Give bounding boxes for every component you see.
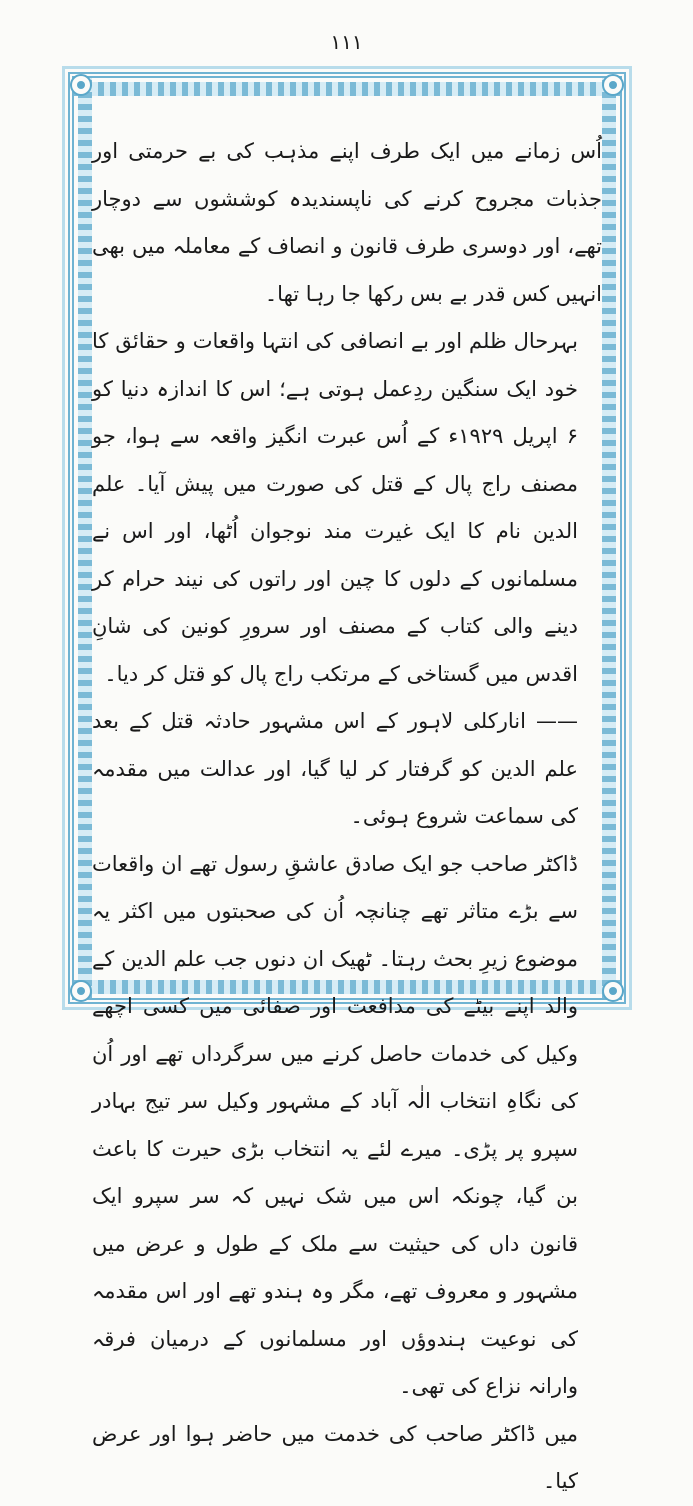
corner-ornament-icon bbox=[70, 980, 92, 1002]
paragraph-5: میں ڈاکٹر صاحب کی خدمت میں حاضر ہوا اور عرض کیا۔ bbox=[92, 1421, 578, 1493]
corner-ornament-icon bbox=[602, 74, 624, 96]
paragraph-1: اُس زمانے میں ایک طرف اپنے مذہب کی بے حرمتی اور جذبات مجروح کرنے کی ناپسندیدہ کوششوں سے دوچار تھے، اور دوسری طرف قانون و انصاف کے معاملہ میں بھی انہیں کس قدر بے بس رکھا جا رہا تھا۔ bbox=[92, 139, 602, 306]
page-number: ۱۱۱ bbox=[330, 30, 363, 54]
border-band-right bbox=[602, 78, 616, 998]
paragraph-4: ڈاکٹر صاحب جو ایک صادق عاشقِ رسول تھے ان واقعات سے بڑے متاثر تھے چنانچہ اُن کی صحبتوں میں اکثر یہ موضوع زیرِ بحث رہتا۔ ٹھیک ان دنوں جب علم الدین کے والد اپنے بیٹے کی مدافعت اور صفائی میں کسی اچھے وکیل کی خدمات حاصل کرنے میں سرگرداں تھے اور اُن کی نگاہِ انتخاب الٰہ آباد کے مشہور وکیل سر تیج بہادر سپرو پر پڑی۔ میرے لئے یہ انتخاب بڑی حیرت کا باعث بن گیا، چونکہ اس میں شک نہیں کہ سر سپرو ایک قانون داں کی حیثیت سے ملک کے طول و عرض میں مشہور و معروف تھے، مگر وہ ہندو تھے اور اس مقدمہ کی نوعیت ہندوؤں اور مسلمانوں کے درمیان فرقہ وارانہ نزاع کی تھی۔ bbox=[92, 851, 578, 1398]
corner-ornament-icon bbox=[602, 980, 624, 1002]
corner-ornament-icon bbox=[70, 74, 92, 96]
paragraph-3: —— انارکلی لاہور کے اس مشہور حادثہ قتل کے بعد علم الدین کو گرفتار کر لیا گیا، اور عدالت میں مقدمہ کی سماعت شروع ہوئی۔ bbox=[92, 709, 578, 828]
border-band-top bbox=[74, 82, 620, 96]
paragraph-2: بہرحال ظلم اور بے انصافی کی انتہا واقعات و حقائق کا خود ایک سنگین ردِعمل ہوتی ہے؛ اس کا اندازہ دنیا کو ۶ اپریل ۱۹۲۹ء کے اُس عبرت انگیز واقعہ سے ہوا، جو مصنف راج پال کے قتل کی صورت میں پیش آیا۔ علم الدین نام کا ایک غیرت مند نوجوان اُٹھا، اور اس نے مسلمانوں کے دلوں کا چین اور راتوں کی نیند حرام کر دینے والی کتاب کے مصنف اور سرورِ کونین کی شانِ اقدس میں گستاخی کے مرتکب راج پال کو قتل کر دیا۔ bbox=[92, 329, 578, 686]
page-body-text bbox=[92, 128, 602, 1506]
border-band-left bbox=[78, 78, 92, 998]
